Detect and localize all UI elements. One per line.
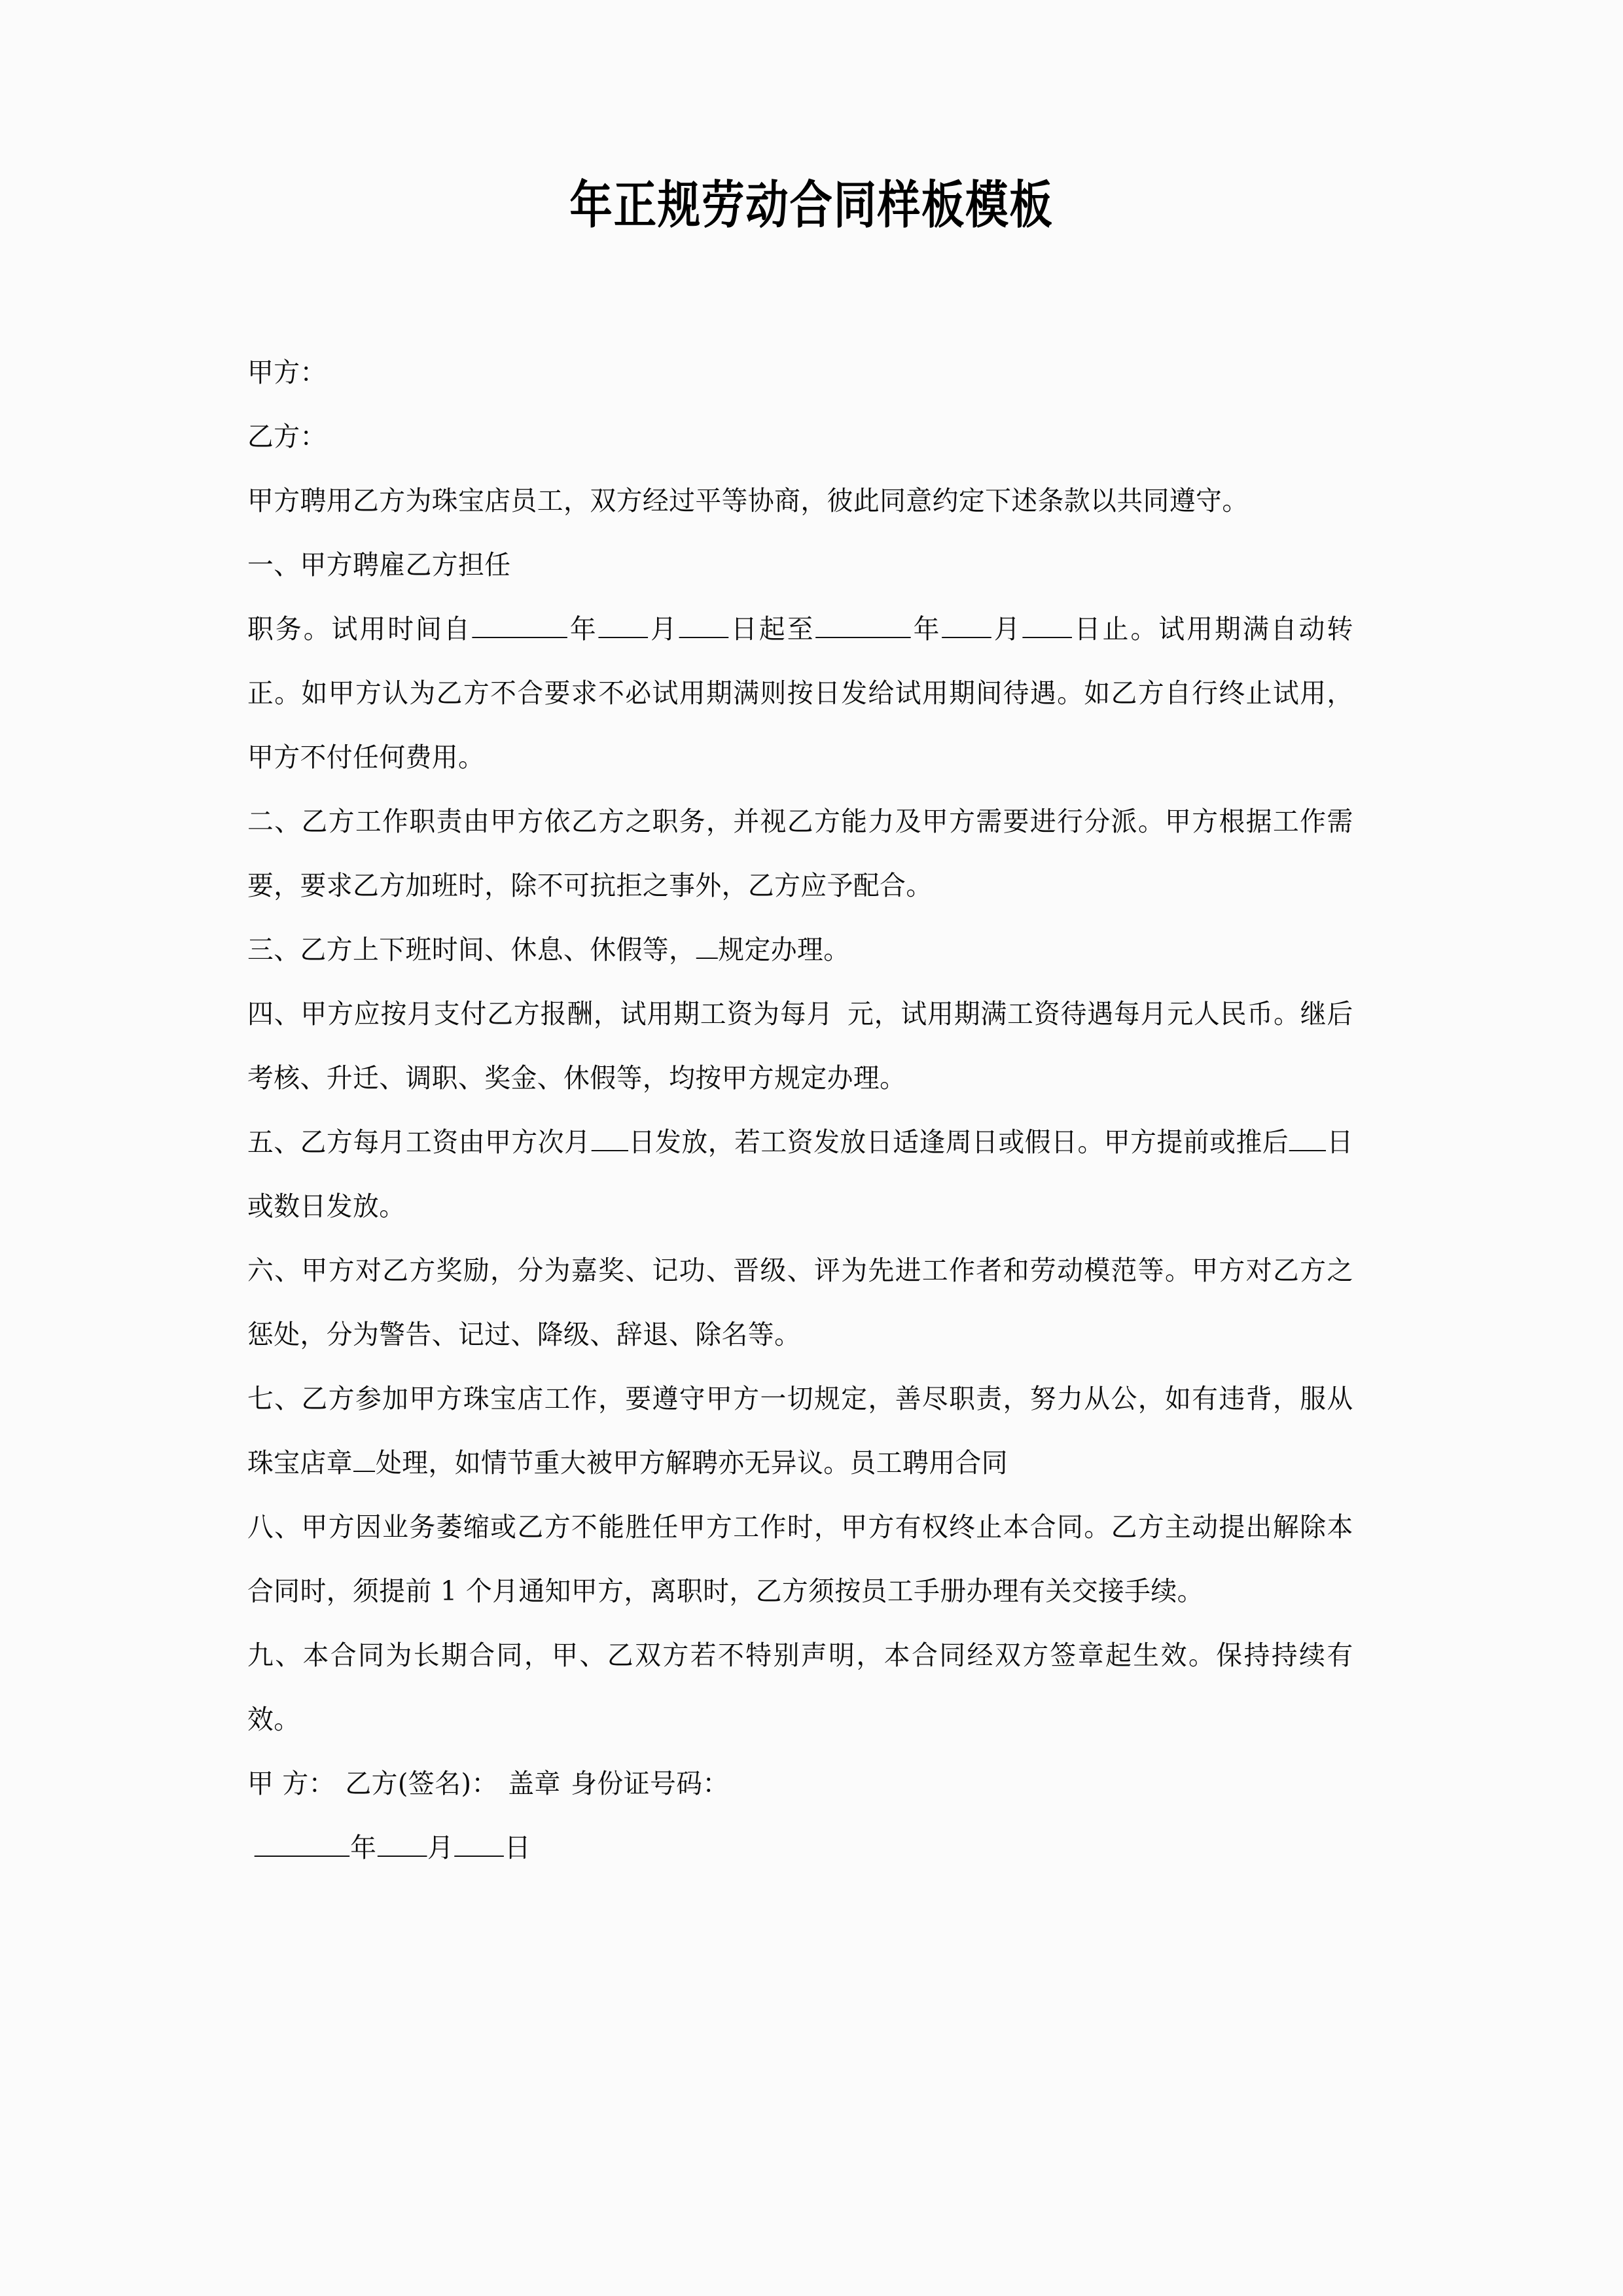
party-b-label — [247, 404, 1353, 469]
start-day-blank[interactable] — [679, 612, 729, 638]
clause-4 — [247, 982, 1353, 1110]
working-hours-rule-blank[interactable] — [696, 933, 717, 959]
signature-seal-label: 盖章 — [508, 1768, 561, 1799]
clause-9-text: 九、本合同为长期合同，甲、乙双方若不特别声明，本合同经双方签章起生效。保持持续有效。 — [247, 1640, 1353, 1735]
clause-1-text-b: 日起至 — [729, 613, 815, 645]
party-a-label-text: 甲方： — [247, 357, 327, 388]
signature-month-label: 月 — [427, 1832, 454, 1863]
clause-4-text-b: 元，试用期满工资待遇每月元人民币。继后考核、升迁、调职、奖金、休假等，均按甲方规定办理。 — [247, 998, 1353, 1094]
clause-6-text: 六、甲方对乙方奖励，分为嘉奖、记功、晋级、评为先进工作者和劳动模范等。甲方对乙方之惩处，分为警告、记过、降级、辞退、除名等。 — [247, 1255, 1353, 1350]
signature-year-label: 年 — [350, 1832, 377, 1863]
clause-3-text-b: 规定办理。 — [718, 934, 850, 965]
clause-5 — [247, 1110, 1353, 1238]
end-month-blank[interactable] — [942, 612, 991, 638]
signature-date-line — [247, 1816, 1353, 1880]
clause-5-text-b: 日发放，若工资发放日适逢周日或假日。甲方提前或推后 — [628, 1126, 1289, 1158]
payday-blank[interactable] — [591, 1125, 628, 1151]
clause-1-year-label-start: 年 — [568, 613, 598, 645]
clause-2 — [247, 789, 1353, 918]
signature-party-a-label: 甲 方： — [247, 1768, 335, 1799]
clause-5-text-a: 五、乙方每月工资由甲方次月 — [247, 1126, 591, 1158]
page-title: 年正规劳动合同样板模板 — [569, 176, 1054, 235]
clause-1-heading-text: 一、甲方聘雇乙方担任 — [247, 549, 511, 581]
clause-1-heading — [247, 533, 1353, 597]
clause-1-month-label-start: 月 — [649, 613, 679, 645]
signature-year-blank[interactable] — [255, 1831, 349, 1857]
clause-8-text: 八、甲方因业务萎缩或乙方不能胜任甲方工作时，甲方有权终止本合同。乙方主动提出解除本合同时，须提前 1 个月通知甲方，离职时，乙方须按员工手册办理有关交接手续。 — [247, 1511, 1353, 1607]
start-month-blank[interactable] — [599, 612, 649, 638]
signature-line — [247, 1751, 1353, 1816]
clause-3 — [247, 918, 1353, 982]
clause-6 — [247, 1238, 1353, 1367]
signature-party-b-label: 乙方(签名)： — [345, 1768, 498, 1799]
clause-2-text: 二、乙方工作职责由甲方依乙方之职务，并视乙方能力及甲方需要进行分派。甲方根据工作需要，要求乙方加班时，除不可抗拒之事外，乙方应予配合。 — [247, 806, 1353, 901]
store-rule-blank[interactable] — [353, 1446, 375, 1472]
signature-day-blank[interactable] — [454, 1831, 504, 1857]
clause-1-year-label-end: 年 — [912, 613, 942, 645]
clause-8 — [247, 1495, 1353, 1623]
clause-1-text-a: 职务。试用时间自 — [247, 613, 472, 645]
signature-month-blank[interactable] — [377, 1831, 427, 1857]
clause-4-text-a: 四、甲方应按月支付乙方报酬，试用期工资为每月 — [247, 998, 834, 1030]
signature-day-label: 日 — [504, 1832, 531, 1863]
clause-7-text-b: 处理，如情节重大被甲方解聘亦无异议。员工聘用合同 — [375, 1447, 1008, 1479]
start-year-blank[interactable] — [473, 612, 568, 638]
clause-1-body — [247, 597, 1353, 789]
preamble-paragraph — [247, 469, 1353, 533]
clause-9 — [247, 1623, 1353, 1751]
clause-3-text-a: 三、乙方上下班时间、休息、休假等， — [247, 934, 696, 965]
end-day-blank[interactable] — [1023, 612, 1073, 638]
signature-id-label: 身份证号码： — [571, 1768, 729, 1799]
clause-7 — [247, 1367, 1353, 1495]
clause-5-text-c: 日或数日发放。 — [247, 1126, 1353, 1222]
document-body — [247, 340, 1387, 1880]
clause-1-text-c: 日止。试用期满自动转正。如甲方认为乙方不合要求不必试用期满则按日发给试用期间待遇。如乙方自行终止试用，甲方不付任何费用。 — [247, 613, 1353, 773]
preamble-text: 甲方聘用乙方为珠宝店员工，双方经过平等协商，彼此同意约定下述条款以共同遵守。 — [247, 485, 1249, 516]
party-b-label-text: 乙方： — [247, 421, 327, 452]
end-year-blank[interactable] — [816, 612, 912, 638]
clause-7-text-a: 七、乙方参加甲方珠宝店工作，要遵守甲方一切规定，善尽职责，努力从公，如有违背，服从珠宝店章 — [247, 1383, 1353, 1479]
party-a-label — [247, 340, 1353, 404]
clause-1-month-label-end: 月 — [992, 613, 1022, 645]
payday-shift-blank[interactable] — [1289, 1125, 1326, 1151]
